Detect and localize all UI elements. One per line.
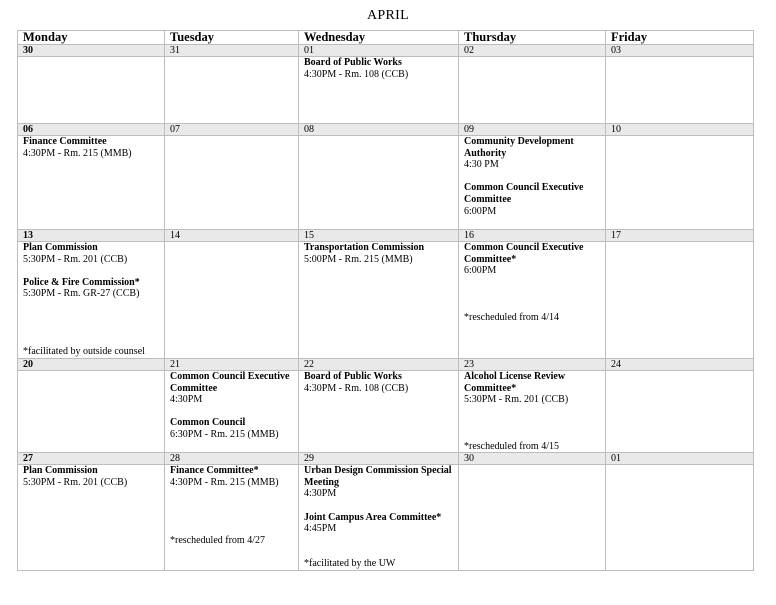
meeting-entry <box>170 465 293 488</box>
meeting-entry <box>464 242 600 277</box>
month-title: APRIL <box>367 8 409 23</box>
week-1-dates <box>18 45 754 57</box>
meeting-title: Police & Fire Commission* <box>23 276 140 288</box>
date-number: 23 <box>459 359 606 371</box>
date-number: 06 <box>18 124 165 136</box>
week-3-dates <box>18 230 754 242</box>
week-5-events <box>18 465 754 570</box>
meeting-title: Common Council Executive Committee <box>464 182 584 205</box>
week-2-events <box>18 136 754 230</box>
date-number: 22 <box>299 359 459 371</box>
week-5-dates <box>18 453 754 465</box>
meeting-entry <box>23 242 159 265</box>
week-2-dates <box>18 124 754 136</box>
day-cell <box>606 57 754 124</box>
day-cell <box>299 242 459 359</box>
day-cell <box>299 371 459 453</box>
meeting-time: 4:45PM <box>304 523 337 535</box>
meeting-time: 4:30PM - Rm. 108 (CCB) <box>304 382 409 394</box>
date-number: 20 <box>18 359 165 371</box>
day-cell <box>165 371 299 453</box>
weekday-wednesday: Wednesday <box>299 31 459 45</box>
date-number: 01 <box>299 45 459 57</box>
meeting-note: *facilitated by outside counsel <box>23 346 145 358</box>
meeting-entry <box>170 371 293 406</box>
day-cell <box>459 465 606 570</box>
meeting-title: Transportation Commission <box>304 242 425 253</box>
weekday-header-row <box>18 31 754 45</box>
day-cell <box>165 465 299 570</box>
weekday-tuesday: Tuesday <box>165 31 299 45</box>
meeting-time: 5:30PM - Rm. 201 (CCB) <box>23 476 128 488</box>
meeting-note: *rescheduled from 4/14 <box>464 311 559 323</box>
calendar-grid <box>17 30 754 571</box>
meeting-entry <box>23 465 159 488</box>
date-number: 21 <box>165 359 299 371</box>
date-number: 24 <box>606 359 754 371</box>
meeting-title: Common Council <box>170 417 246 429</box>
meeting-entry <box>464 371 600 406</box>
meeting-time: 4:30PM <box>170 394 203 406</box>
day-cell <box>299 57 459 124</box>
meeting-title: Plan Commission <box>23 465 98 477</box>
day-cell <box>18 242 165 359</box>
day-cell <box>606 242 754 359</box>
week-3-events <box>18 242 754 359</box>
date-number: 01 <box>606 453 754 465</box>
meeting-time: 5:30PM - Rm. 201 (CCB) <box>464 394 569 406</box>
meeting-time: 4:30 PM <box>464 159 499 171</box>
meeting-time: 6:00PM <box>464 205 497 217</box>
meeting-entry <box>304 371 453 394</box>
day-cell <box>459 57 606 124</box>
day-cell <box>165 57 299 124</box>
day-cell <box>459 242 606 359</box>
meeting-time: 4:30PM - Rm. 215 (MMB) <box>23 147 132 159</box>
week-4-events <box>18 371 754 453</box>
meeting-entry <box>23 136 159 159</box>
meeting-title: Alcohol License Review Committee* <box>464 371 566 394</box>
day-cell <box>165 136 299 230</box>
meeting-title: Board of Public Works <box>304 371 402 382</box>
meeting-title: Urban Design Commission Special Meeting <box>304 465 452 488</box>
weekday-friday: Friday <box>606 31 754 45</box>
day-cell <box>606 136 754 230</box>
meeting-entry <box>23 277 159 300</box>
date-number: 27 <box>18 453 165 465</box>
day-cell <box>299 136 459 230</box>
meeting-entry <box>464 182 600 217</box>
date-number: 08 <box>299 124 459 136</box>
meeting-title: Finance Committee <box>23 136 107 147</box>
week-4-dates <box>18 359 754 371</box>
meeting-title: Common Council Executive Committee <box>170 371 290 394</box>
weekday-thursday: Thursday <box>459 31 606 45</box>
meeting-note: *rescheduled from 4/27 <box>170 534 265 546</box>
meeting-title: Common Council Executive Committee* <box>464 242 584 265</box>
meeting-time: 4:30PM - Rm. 108 (CCB) <box>304 68 409 80</box>
day-cell <box>18 136 165 230</box>
day-cell <box>606 465 754 570</box>
meeting-time: 6:00PM <box>464 265 497 277</box>
date-number: 30 <box>18 45 165 57</box>
meeting-time: 4:30PM - Rm. 215 (MMB) <box>170 476 279 488</box>
date-number: 07 <box>165 124 299 136</box>
meeting-time: 4:30PM <box>304 488 337 500</box>
date-number: 03 <box>606 45 754 57</box>
meeting-title: Board of Public Works <box>304 57 402 68</box>
meeting-title: Joint Campus Area Committee* <box>304 511 442 523</box>
day-cell <box>299 465 459 570</box>
day-cell <box>165 242 299 359</box>
date-number: 29 <box>299 453 459 465</box>
meeting-note: *rescheduled from 4/15 <box>464 440 559 452</box>
meeting-title: Finance Committee* <box>170 465 259 477</box>
date-number: 28 <box>165 453 299 465</box>
week-1-events <box>18 57 754 124</box>
meeting-time: 6:30PM - Rm. 215 (MMB) <box>170 428 279 440</box>
date-number: 09 <box>459 124 606 136</box>
weekday-monday: Monday <box>18 31 165 45</box>
day-cell <box>606 371 754 453</box>
date-number: 30 <box>459 453 606 465</box>
meeting-time: 5:00PM - Rm. 215 (MMB) <box>304 253 413 265</box>
date-number: 15 <box>299 230 459 242</box>
date-number: 13 <box>18 230 165 242</box>
meeting-time: 5:30PM - Rm. GR-27 (CCB) <box>23 288 140 300</box>
meeting-entry <box>464 136 600 171</box>
day-cell <box>18 57 165 124</box>
meeting-entry <box>304 465 453 500</box>
meeting-entry <box>304 242 453 265</box>
date-number: 31 <box>165 45 299 57</box>
day-cell <box>18 371 165 453</box>
meeting-entry <box>304 512 453 535</box>
date-number: 16 <box>459 230 606 242</box>
day-cell <box>459 136 606 230</box>
meeting-title: Community Development Authority <box>464 136 574 159</box>
date-number: 02 <box>459 45 606 57</box>
date-number: 10 <box>606 124 754 136</box>
meeting-title: Plan Commission <box>23 242 98 253</box>
day-cell <box>18 465 165 570</box>
meeting-time: 5:30PM - Rm. 201 (CCB) <box>23 253 128 265</box>
meeting-entry <box>170 417 293 440</box>
date-number: 17 <box>606 230 754 242</box>
day-cell <box>459 371 606 453</box>
date-number: 14 <box>165 230 299 242</box>
meeting-entry <box>304 57 453 80</box>
meeting-note: *facilitated by the UW <box>304 557 396 569</box>
